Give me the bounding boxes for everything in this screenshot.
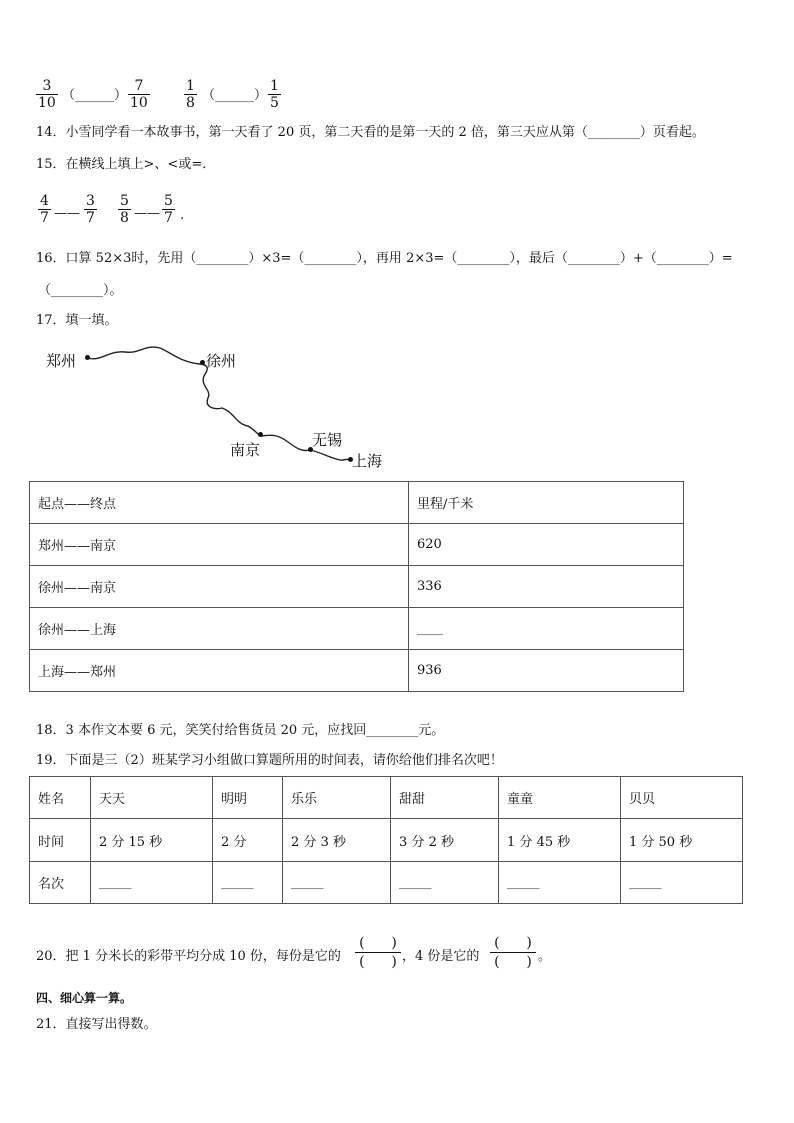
question-20-part-3: 。	[538, 949, 552, 964]
question-14: 14．小雪同学看一本故事书，第一天看了 20 页，第二天看的是第一天的 2 倍，第三天应从第（________）页看起。	[36, 125, 705, 140]
city-zhengzhou: 郑州	[46, 352, 77, 370]
rank-blank[interactable]: _____	[212, 862, 282, 904]
table-cell: 936	[409, 650, 684, 692]
answer-fraction-1[interactable]: ( ) ( )	[355, 934, 401, 971]
dot-nanjing	[258, 432, 263, 437]
compare-blank-2[interactable]: ——	[134, 206, 160, 221]
question-21: 21．直接写出得数。	[36, 1017, 157, 1032]
dot-xuzhou	[200, 360, 205, 365]
question-20-part-1: 20．把 1 分米长的彩带平均分成 10 份，每份是它的	[36, 949, 341, 964]
question-18: 18．3 本作文本要 6 元，笑笑付给售货员 20 元，应找回________元。	[36, 723, 445, 738]
fraction-3-10: $\frac{3}{10}$	[38, 78, 56, 111]
answer-blank[interactable]: ____	[409, 608, 684, 650]
period: .	[180, 208, 185, 223]
table-cell: 乐乐	[283, 777, 391, 819]
table-cell: 3 分 2 秒	[391, 819, 499, 862]
city-nanjing: 南京	[230, 441, 261, 459]
question-16-line-1: 16．口算 52×3时，先用（________）×3=（________），再用 2×3=（________），最后（________）+（________）=	[36, 251, 733, 266]
distance-table	[29, 481, 684, 692]
question-19: 19．下面是三（2）班某学习小组做口算题所用的时间表，请你给他们排名次吧！	[36, 753, 503, 768]
table-cell: 1 分 50 秒	[620, 819, 742, 862]
question-20-part-2: ，4 份是它的	[402, 949, 480, 964]
rank-blank[interactable]: _____	[91, 862, 213, 904]
table-cell: 名次	[30, 862, 91, 904]
table-cell: 郑州——南京	[30, 524, 409, 566]
table-cell: 徐州——上海	[30, 608, 409, 650]
table-cell: 2 分 15 秒	[91, 819, 213, 862]
header-route: 起点——终点	[30, 482, 409, 524]
answer-fraction-2[interactable]: ( ) ( )	[490, 934, 536, 971]
fraction-1-8: $\frac{1}{8}$	[186, 78, 195, 111]
question-16-line-2: （________）。	[38, 283, 123, 298]
rank-blank[interactable]: _____	[283, 862, 391, 904]
table-cell: 明明	[212, 777, 282, 819]
table-cell: 贝贝	[620, 777, 742, 819]
table-cell: 1 分 45 秒	[499, 819, 621, 862]
fraction-5-7: $\frac{5}{7}$	[164, 193, 173, 226]
section-4-title: 四、细心算一算。	[36, 991, 133, 1005]
dot-zhengzhou	[85, 355, 90, 360]
fraction-7-10: $\frac{7}{10}$	[130, 78, 148, 111]
table-cell: 2 分	[212, 819, 282, 862]
time-table	[29, 776, 743, 904]
blank-paren-2[interactable]: （______）	[202, 88, 268, 103]
rank-blank[interactable]: _____	[499, 862, 621, 904]
city-wuxi: 无锡	[312, 431, 343, 449]
table-cell: 天天	[91, 777, 213, 819]
table-cell: 上海——郑州	[30, 650, 409, 692]
rank-blank[interactable]: _____	[391, 862, 499, 904]
table-cell: 姓名	[30, 777, 91, 819]
blank-paren-1[interactable]: （______）	[62, 88, 128, 103]
table-cell: 时间	[30, 819, 91, 862]
compare-blank-1[interactable]: ——	[54, 206, 80, 221]
table-cell: 甜甜	[391, 777, 499, 819]
city-shanghai: 上海	[352, 452, 383, 470]
question-17: 17．填一填。	[36, 313, 118, 328]
table-cell: 童童	[499, 777, 621, 819]
rank-blank[interactable]: _____	[620, 862, 742, 904]
fraction-4-7: $\frac{4}{7}$	[40, 193, 49, 226]
table-cell: 336	[409, 566, 684, 608]
fraction-3-7: $\frac{3}{7}$	[86, 193, 95, 226]
table-cell: 徐州——南京	[30, 566, 409, 608]
question-15: 15．在横线上填上>、<或=．	[36, 157, 216, 172]
header-distance: 里程/千米	[409, 482, 684, 524]
table-cell: 2 分 3 秒	[283, 819, 391, 862]
table-cell: 620	[409, 524, 684, 566]
city-xuzhou: 徐州	[206, 352, 237, 370]
fraction-5-8: $\frac{5}{8}$	[120, 193, 129, 226]
fraction-1-5: $\frac{1}{5}$	[270, 78, 279, 111]
